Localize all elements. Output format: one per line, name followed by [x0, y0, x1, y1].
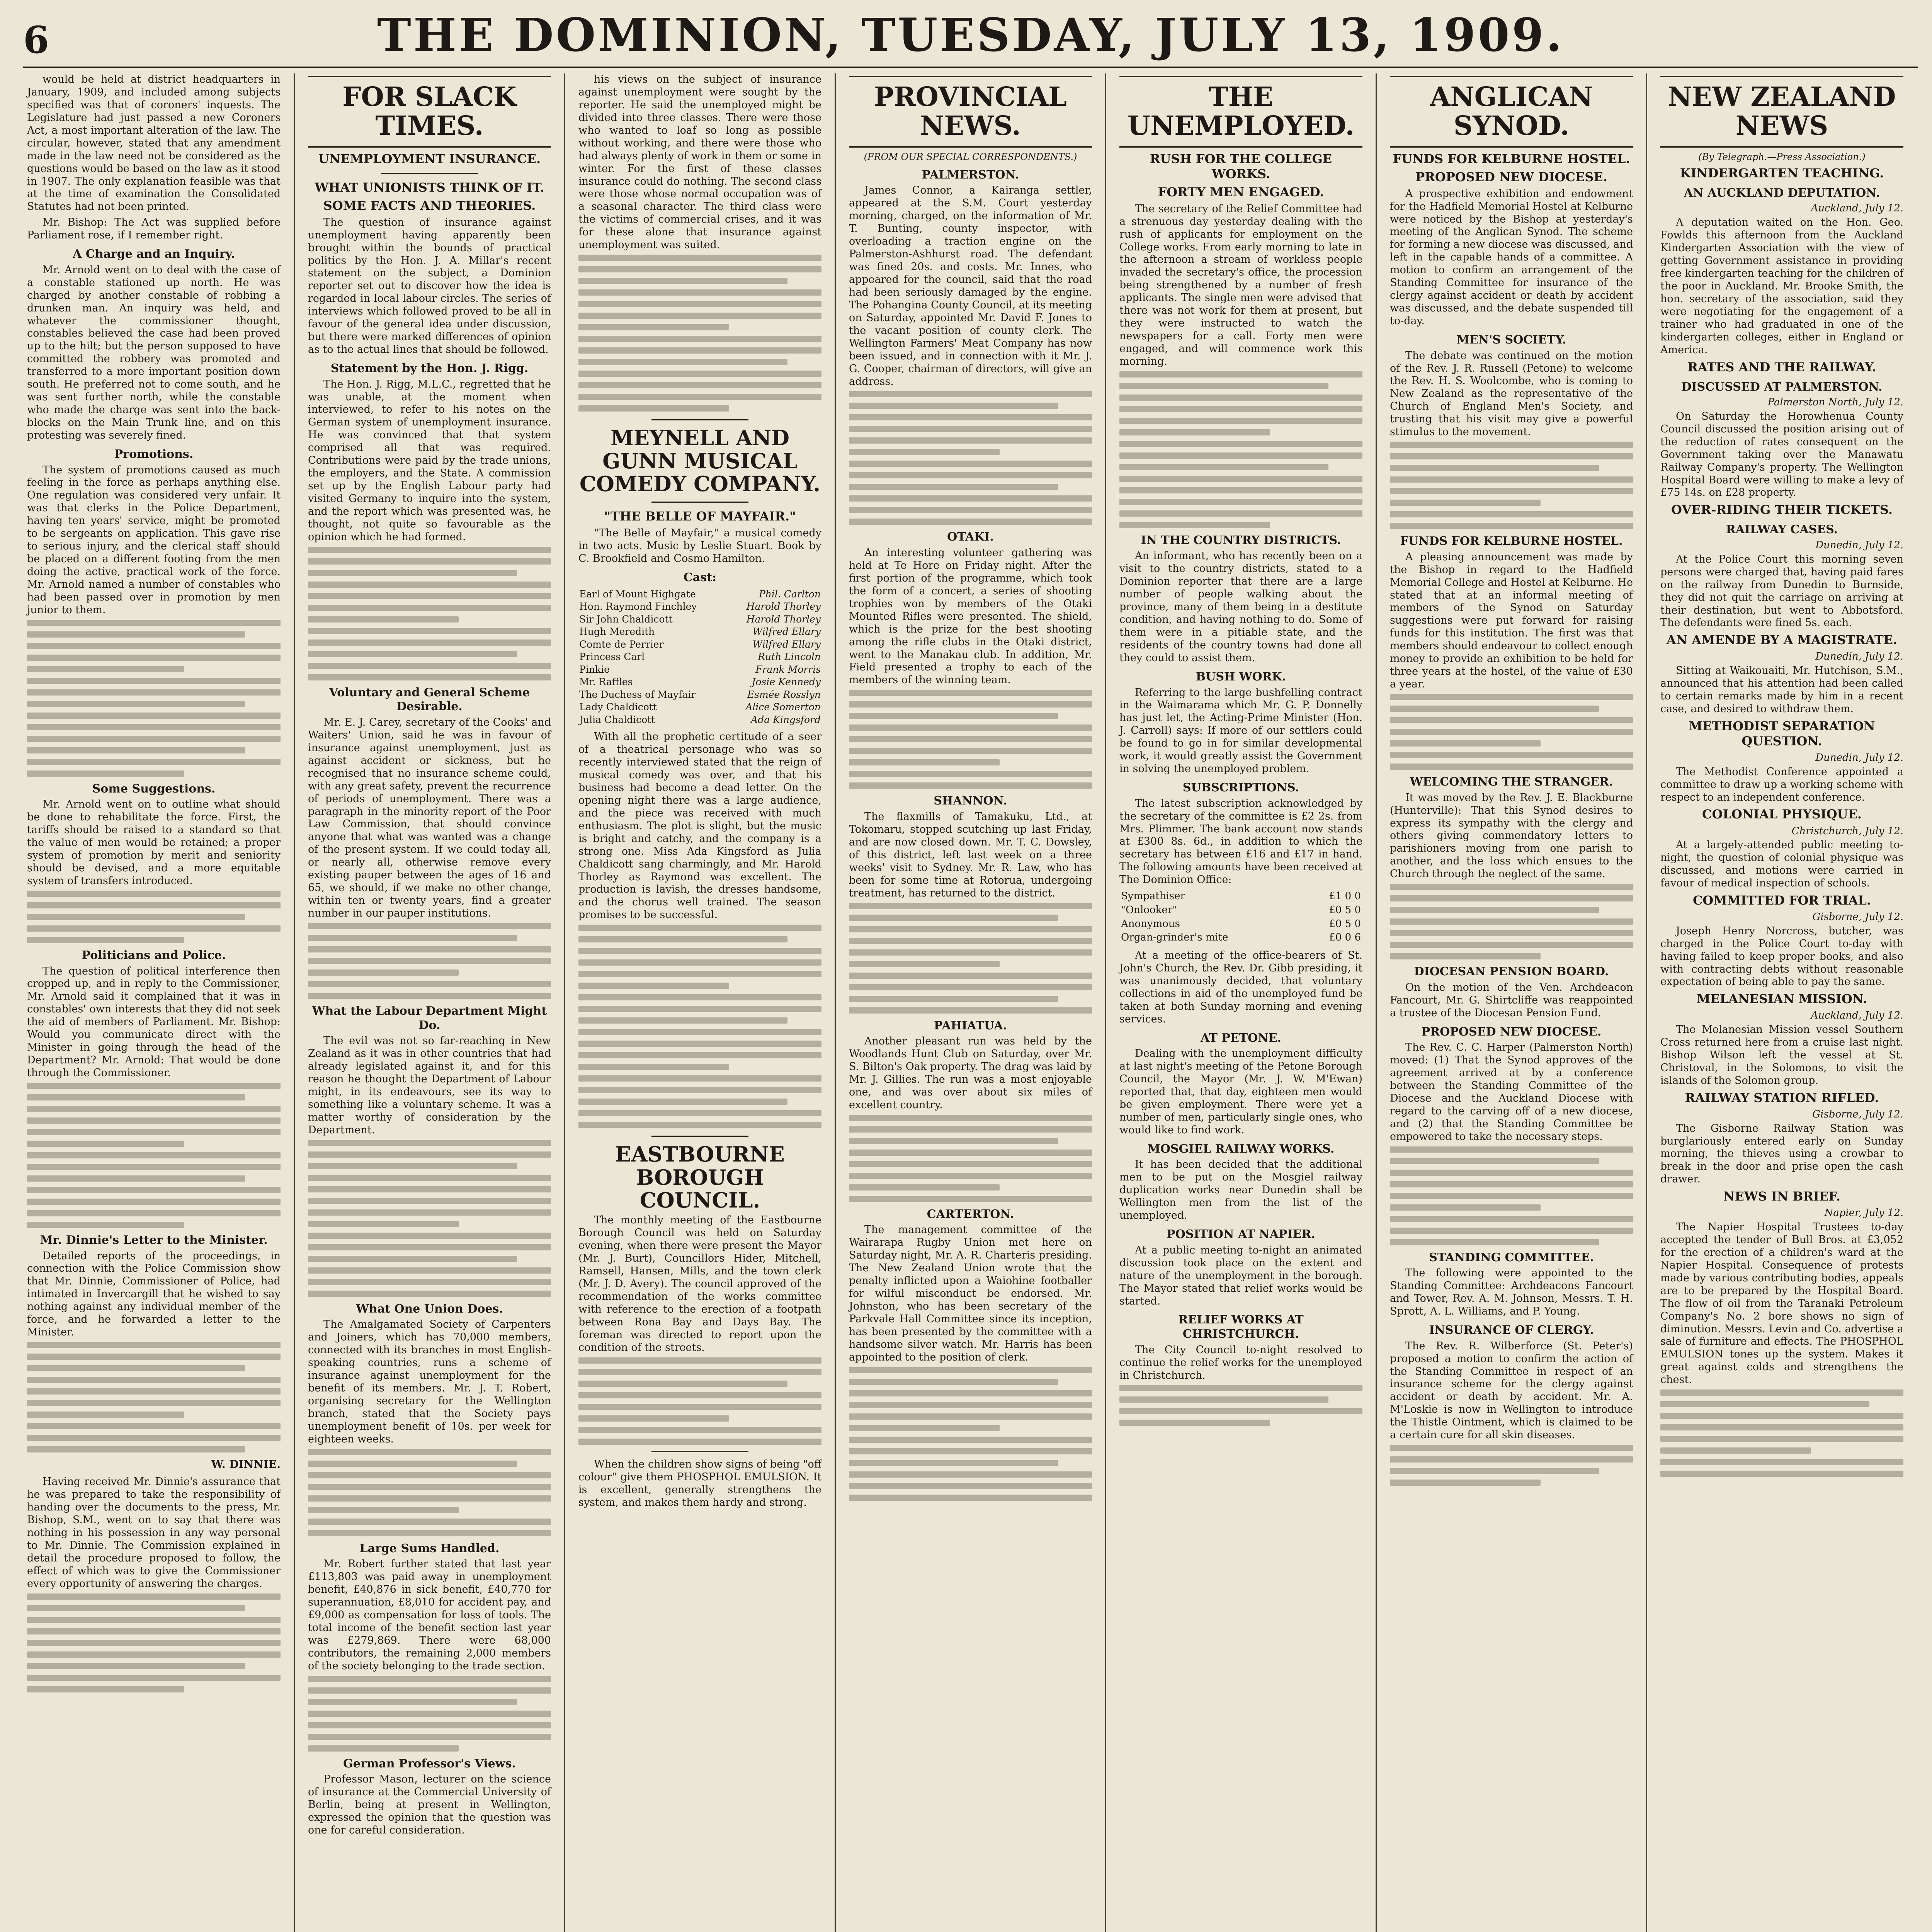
section-heading: DISCUSSED AT PALMERSTON.: [1681, 380, 1883, 394]
article-text: The system of promotions caused as much feeling in the force as perhaps anything else. One regulation was considered very unfair. It was that clerks in the Police Department, having ten years' service, might be promoted to be sergeants on application. This gave rise to serious injury, and the clerical staff should be placed on a different footing from the men doing the active, practical work of the force. Mr. Arnold named a number of constables who had been passed over in promotion by men junior to them.: [27, 464, 281, 616]
article-text: The question of political interference then cropped up, and in reply to the Commissioner, Mr. Arnold said it complained that it was in constables' own interests that they did not seek the aid of members of Parliament. Mr. Bishop: Would you communicate direct with the Minister in going through the head of the Department? Mr. Arnold: That would be done through the Commissioner.: [27, 965, 281, 1079]
illegible-text: [308, 547, 551, 680]
section-heading: Promotions.: [114, 447, 194, 461]
illegible-text: [27, 620, 281, 777]
illegible-text: [27, 891, 281, 943]
illegible-text: [308, 1140, 551, 1297]
article-text: The Rev. C. C. Harper (Palmerston North) moved: (1) That the Synod approves of the agreement arrived at by a conference between the Standing Committee of the Diocese and the Auckland Diocese with regard to the carving off of a new diocese, and (2) that the Standing Committee be empowered to take the necessary steps.: [1390, 1041, 1633, 1143]
cast-role: Comte de Perrier: [579, 638, 664, 650]
article-text: Sitting at Waikouaiti, Mr. Hutchison, S.M., announced that his attention had been called to certain remarks made by him in a recent case, and desired to withdraw them.: [1660, 665, 1903, 715]
article-text: Detailed reports of the proceedings, in connection with the Police Commission show that Mr. Dinnie, Commissioner of Police, had intimated in Invercargill that he wished to say nothing against any individual member of the force, and he forwarded a letter to the Minister.: [27, 1250, 281, 1338]
page-number: 6: [23, 18, 49, 62]
section-heading: OVER-RIDING THEIR TICKETS.: [1671, 502, 1893, 517]
article-text: A deputation waited on the Hon. Geo. Fowlds this afternoon from the Auckland Kindergarten Association with the view of getting Government assistance in providing free kindergarten teaching for the children of the poor in Auckland. Mr. Brooke Smith, the hon. secretary of the association, said they were negotiating for the engagement of a trainer who had graduated in one of the kindergarten colleges, either in England or America.: [1660, 216, 1903, 356]
section-heading: BUSH WORK.: [1196, 670, 1286, 684]
cast-actor: Frank Morris: [755, 663, 821, 675]
article-headline: FOR SLACK TIMES.: [308, 76, 551, 148]
article-subheading: RUSH FOR THE COLLEGE WORKS.: [1150, 151, 1332, 181]
section-heading: Statement by the Hon. J. Rigg.: [330, 362, 529, 375]
article-text: On the motion of the Ven. Archdeacon Fancourt, Mr. G. Shirtcliffe was reappointed a trustee of the Diocesan Pension Fund.: [1390, 981, 1633, 1019]
cast-role: Earl of Mount Highgate: [579, 588, 696, 600]
section-heading: DIOCESAN PENSION BOARD.: [1414, 965, 1609, 979]
article-text: The flaxmills of Tamakuku, Ltd., at Tokomaru, stopped scutching up last Friday, and are now closed down. Mr. T. C. Dowsley, of this district, left last week on a three weeks' visit to Sydney. Mr. R. Law, who has been for some time at Rotorua, undergoing treatment, has returned to the district.: [849, 810, 1092, 899]
article-text: Dealing with the unemployment difficulty at last night's meeting of the Petone Borough Council, the Mayor (Mr. J. W. M'Ewan) reported that, that day, eighteen men would be given employment. There were yet a number of men, particularly single ones, who would like to find work.: [1119, 1048, 1362, 1136]
article-text: With all the prophetic certitude of a seer of a theatrical personage who was so recently interviewed stated that the reign of musical comedy was over, and that his business had become a dead letter. On the opening night there was a large audience, and the piece was received with much enthusiasm. The plot is slight, but the music is bright and catchy, and the company is a strong one. Miss Ada Kingsford as Julia Chaldicott sang charmingly, and Mr. Harold Thorley as Raymond was excellent. The production is lavish, the dresses handsome, and the chorus well trained. The season promises to be successful.: [578, 731, 821, 921]
cast-role: Sir John Chaldicott: [579, 613, 673, 625]
illegible-text: [1119, 1385, 1362, 1426]
section-heading: A Charge and an Inquiry.: [73, 247, 235, 261]
subscriber-name: Organ-grinder's mite: [1121, 932, 1228, 944]
article-text: The City Council to-night resolved to continue the relief works for the unemployed in Christchurch.: [1119, 1344, 1362, 1381]
article-text: James Connor, a Kairanga settler, appeared at the S.M. Court yesterday morning, charged, on the information of Mr. T. Bunting, county inspector, with overloading a traction engine on the Palmerston-Ashhurst road. The defendant was fined 20s. and costs. Mr. Innes, who appeared for the council, said that the road had been seriously damaged by the engine. The Pohangina County Council, at its meeting on Saturday, appointed Mr. David F. Jones to the vacant position of county clerk. The Wellington Farmers' Meat Company has now been issued, and in connection with it Mr. J. G. Cooper, chairman of directors, will give an address.: [849, 184, 1092, 388]
column-6: [1376, 73, 1646, 1932]
illegible-text: [578, 255, 821, 412]
subscriber-name: "Onlooker": [1121, 904, 1177, 916]
cast-row: [578, 588, 821, 601]
show-title: "THE BELLE OF MAYFAIR.": [604, 509, 796, 524]
column-5: [1105, 73, 1376, 1932]
section-heading: RELIEF WORKS AT CHRISTCHURCH.: [1178, 1313, 1304, 1341]
illegible-text: [849, 903, 1092, 1014]
cast-actor: Wilfred Ellary: [752, 638, 821, 650]
illegible-text: [308, 923, 551, 999]
article-text: The secretary of the Relief Committee had a strenuous day yesterday dealing with the rush of applicants for employment on the College works. From early morning to late in the afternoon a stream of workless people invaded the secretary's office, the procession being strengthened by a number of fresh applicants. The single men were advised that there was not work for them at present, but they were instructed to watch the newspapers for a call. Forty men were engaged, and will commence work this morning.: [1119, 202, 1362, 367]
article-text: Mr. Bishop: The Act was supplied before Parliament rose, if I remember right.: [27, 216, 281, 242]
article-text: On Saturday the Horowhenua County Council discussed the position arising out of the reduction of rates consequent on the Government taking over the Manawatu Railway Company's property. The Wellington Hospital Board were willing to make a levy of £75 14s. on £28 property.: [1660, 410, 1903, 499]
article-text: Mr. Robert further stated that last year £113,803 was paid away in unemployment benefit, £40,876 in sick benefit, £40,770 for superannuation, £8,010 for accident pay, and £9,000 as compensation for loss of tools. The total income of the benefit section last year was £279,869. There were 68,000 contributors, the remaining 2,000 members of the society belonging to the trade section.: [308, 1558, 551, 1672]
illegible-text: [849, 690, 1092, 789]
article-text: The management committee of the Wairarapa Rugby Union met here on Saturday night, Mr. A. R. Charteris presiding. The New Zealand Union wrote that the penalty inflicted upon a Waiohine footballer for wilful misconduct be endorsed. Mr. Johnston, who has been secretary of the Parkvale Hall Committee since its inception, has been presented by the committee with a handsome silver watch. Mr. Harris has been appointed to the position of clerk.: [849, 1224, 1092, 1363]
section-heading: IN THE COUNTRY DISTRICTS.: [1141, 533, 1341, 547]
town-heading: OTAKI.: [947, 530, 994, 544]
divider: [381, 173, 478, 174]
article-text: The Methodist Conference appointed a committee to draw up a working scheme with respect to an independent conference.: [1660, 765, 1903, 803]
illegible-text: [849, 1367, 1092, 1501]
article-subheading: (By Telegraph.—Press Association.): [1698, 151, 1866, 162]
subscription-row: [1119, 889, 1362, 903]
section-heading: METHODIST SEPARATION QUESTION.: [1689, 718, 1875, 748]
police-commission-article: [27, 73, 281, 1692]
column-4: [835, 73, 1105, 1932]
article-subheading: FUNDS FOR KELBURNE HOSTEL.: [1393, 151, 1630, 166]
illegible-text: [308, 1676, 551, 1752]
provincial-news: [849, 76, 1092, 1501]
cast-actor: Harold Thorley: [746, 613, 821, 625]
town-heading: PALMERSTON.: [922, 168, 1019, 182]
article-text: The question of insurance against unemployment having apparently been brought within the bounds of practical politics by the Hon. J. A. Millar's recent statement on the subject, a Dominion reporter set out to discover how the idea is regarded in local labour circles. The series of interviews which followed proved to be all in favour of the general idea under discussion, but there were marked differences of opinion as to the actual lines that should be followed.: [308, 216, 551, 356]
illegible-text: [1390, 1445, 1633, 1486]
illegible-text: [1660, 1389, 1903, 1477]
section-heading: RAILWAY STATION RIFLED.: [1685, 1090, 1879, 1105]
newspaper-title: THE DOMINION, TUESDAY, JULY 13, 1909.: [377, 8, 1564, 62]
cast-role: Hugh Meredith: [579, 626, 655, 638]
section-heading: AN AMENDE BY A MAGISTRATE.: [1666, 633, 1898, 648]
article-text: At the Police Court this morning seven persons were charged that, having paid fares on the railway from Dunedin to Burnside, they did not quit the carriage on arriving at their destination, but went to Abbotsford. The defendants were fined 5s. each.: [1660, 553, 1903, 629]
column-1: [23, 73, 294, 1932]
cast-actor: Esmée Rosslyn: [747, 689, 821, 700]
article-text: The latest subscription acknowledged by the secretary of the committee is £2 2s. from Mrs. Plimmer. The bank account now stands at £300 8s. 6d., in addition to which the secretary has between £16 and £17 in hand. The following amounts have been received at The Dominion Office:: [1119, 797, 1362, 886]
cast-row: [578, 638, 821, 651]
illegible-text: [308, 1449, 551, 1536]
new-zealand-news: [1660, 76, 1903, 1477]
masthead: [23, 8, 1918, 68]
column-2: [294, 73, 564, 1932]
illegible-text: [27, 1594, 281, 1692]
cast-actor: Phil. Carlton: [759, 588, 821, 600]
advertisement-text: When the children show signs of being "off colour" give them PHOSPHOL EMULSION. It is excellent, generally strengthens the system, and makes them hardy and strong.: [578, 1458, 821, 1509]
article-subheading: UNEMPLOYMENT INSURANCE.: [318, 151, 541, 166]
divider: [651, 419, 749, 420]
subscriptions-table: [1119, 889, 1362, 945]
town-heading: SHANNON.: [934, 794, 1007, 808]
dateline: Dunedin, July 12.: [1815, 752, 1903, 764]
section-heading: MOSGIEL RAILWAY WORKS.: [1147, 1142, 1335, 1156]
section-heading: PROPOSED NEW DIOCESE.: [1421, 1025, 1602, 1039]
illegible-text: [849, 391, 1092, 525]
article-subheading: PROPOSED NEW DIOCESE.: [1415, 169, 1607, 184]
article-headline: NEW ZEALAND NEWS: [1660, 76, 1903, 148]
section-heading: COMMITTED FOR TRIAL.: [1692, 893, 1871, 908]
cast-role: Mr. Raffles: [579, 676, 633, 688]
musical-comedy-article: [578, 427, 821, 1128]
article-text: A pleasing announcement was made by the Bishop in regard to the Hadfield Memorial College and Hostel at Kelburne. He stated that at an informal meeting of members of the Synod on Saturday suggestions were put forward for raising funds for this institution. The first was that members should endeavour to collect enough money to provide an exhibition to be held for three years at the hostel, of the value of £30 a year.: [1390, 551, 1633, 690]
cast-role: Julia Chaldicott: [579, 714, 655, 725]
cast-row: [578, 600, 821, 613]
article-subheading: SOME FACTS AND THEORIES.: [323, 198, 536, 213]
subscription-amount: £0 0 6: [1329, 932, 1361, 944]
cast-row: [578, 676, 821, 689]
cast-role: Lady Chaldicott: [579, 701, 657, 713]
illegible-text: [578, 1357, 821, 1445]
article-text: An interesting volunteer gathering was held at Te Hore on Friday night. After the first portion of the programme, which took the form of a concert, a series of shooting trophies won by members of the Otaki Mounted Rifles were presented. The shield, which is the prize for the best shooting among the rifle clubs in the Otaki district, went to the Manakau club. In addition, Mr. Field presented a trophy to each of the members of the winning team.: [849, 547, 1092, 686]
article-headline: THE UNEMPLOYED.: [1119, 76, 1362, 148]
article-headline: EASTBOURNE BOROUGH COUNCIL.: [615, 1142, 785, 1213]
cast-row: [578, 663, 821, 676]
subscription-row: [1119, 903, 1362, 917]
illegible-text: [849, 1115, 1092, 1202]
section-heading: What the Labour Department Might Do.: [312, 1004, 547, 1032]
article-text: his views on the subject of insurance against unemployment were sought by the reporter. He said the unemployed might be divided into three classes. There were those who wanted to loaf so long as possible without working, and there were those who had always plenty of work in them or some in winter. For the first of these classes insurance could do nothing. The second class were those whose normal occupation was of a seasonal character. The third class were the victims of commercial crises, and it was for these alone that insurance against unemployment was suited.: [578, 73, 821, 251]
section-heading: KINDERGARTEN TEACHING.: [1680, 165, 1884, 180]
divider: [651, 1136, 749, 1137]
article-text: At a meeting of the office-bearers of St. John's Church, the Rev. Dr. Gibb presiding, it was unanimously decided, that voluntary collections in aid of the unemployed fund be taken at both Sunday morning and evening services.: [1119, 949, 1362, 1025]
section-heading: Some Suggestions.: [92, 782, 216, 796]
cast-actor: Ruth Lincoln: [758, 651, 821, 663]
article-text: Professor Mason, lecturer on the science of insurance at the Commercial University of Berlin, being at present in Wellington, expressed the opinion that the question was one for careful consideration.: [308, 1773, 551, 1836]
article-text: Referring to the large bushfelling contract in the Waimarama which Mr. G. P. Donnelly has just let, the Acting-Prime Minister (Hon. J. Carroll) says: If more of our settlers could be found to go in for similar developmental work, it would greatly assist the Government in solving the unemployed problem.: [1119, 686, 1362, 775]
article-subheading: WHAT UNIONISTS THINK OF IT.: [315, 180, 544, 195]
cast-role: Pinkie: [579, 663, 610, 675]
unemployment-continued: [578, 73, 821, 412]
dateline: Palmerston North, July 12.: [1767, 396, 1903, 408]
article-subheading: FORTY MEN ENGAGED.: [1158, 184, 1324, 199]
article-text: Mr. E. J. Carey, secretary of the Cooks' and Waiters' Union, said he was in favour of insurance against unemployment, just as against accident or sickness, but he recognised that no insurance scheme could, with any great safety, prevent the recurrence of periods of unemployment. There was a paragraph in the minority report of the Poor Law Commission, that should convince anyone that what was wanted was a change of the present system. If we could today all, or nearly all, otherwise remove every existing pauper between the ages of 16 and 65, we should, if we make no other change, within ten or twenty years, find a greater number in our pauper institutions.: [308, 716, 551, 920]
cast-actor: Harold Thorley: [746, 601, 821, 612]
dateline: Dunedin, July 12.: [1815, 539, 1903, 551]
cast-actor: Alice Somerton: [745, 701, 821, 713]
cast-row: [578, 626, 821, 638]
article-text: At a public meeting to-night an animated discussion took place on the extent and nature of the unemployment in the borough. The Mayor stated that relief works would be started.: [1119, 1244, 1362, 1307]
subscription-row: [1119, 917, 1362, 931]
section-heading: FUNDS FOR KELBURNE HOSTEL.: [1400, 534, 1623, 548]
illegible-text: [1119, 371, 1362, 528]
article-text: The evil was not so far-reaching in New Zealand as it was in other countries that had already legislated against it, and for this reason he thought the Department of Labour might, in its endeavours, see its way to something like a voluntary scheme. It was a matter worthy of consideration by the Department.: [308, 1035, 551, 1136]
article-text: The Amalgamated Society of Carpenters and Joiners, which has 70,000 members, connected with its branches in most English-speaking countries, runs a scheme of insurance against unemployment for the benefit of its members. Mr. J. T. Robert, organising secretary for the Wellington branch, stated that the Society pays unemployment benefit of 10s. per week for eighteen weeks.: [308, 1318, 551, 1445]
illegible-text: [578, 925, 821, 1128]
article-headline: PROVINCIAL NEWS.: [849, 76, 1092, 148]
article-headline: ANGLICAN SYNOD.: [1390, 76, 1633, 148]
anglican-synod-article: [1390, 76, 1633, 1486]
cast-list: [578, 588, 821, 726]
slack-times-article: [308, 76, 551, 1837]
cast-row: [578, 714, 821, 726]
cast-actor: Josie Kennedy: [752, 676, 821, 688]
article-subheading: (FROM OUR SPECIAL CORRESPONDENTS.): [864, 151, 1077, 162]
article-text: It was moved by the Rev. J. E. Blackburne (Hunterville): That this Synod desires to express its sympathy with the clergy and others giving commendatory letters to parishioners moving from one parish to another, and the loss which ensues to the Church through the neglect of the same.: [1390, 791, 1633, 880]
cast-actor: Ada Kingsford: [751, 714, 821, 725]
illegible-text: [27, 1083, 281, 1228]
subscription-row: [1119, 931, 1362, 945]
dateline: Auckland, July 12.: [1811, 202, 1903, 214]
section-heading: AT PETONE.: [1200, 1031, 1282, 1045]
article-text: At a largely-attended public meeting to-night, the question of colonial physique was discussed, and motions were carried in favour of medical inspection of schools.: [1660, 839, 1903, 889]
article-text: Another pleasant run was held by the Woodlands Hunt Club on Saturday, over Mr. S. Bilton's Oak property. The drag was laid by Mr. J. Gillies. The run was a most enjoyable one, and was over about six miles of excellent country.: [849, 1035, 1092, 1111]
subscriber-name: Anonymous: [1121, 918, 1180, 930]
town-heading: CARTERTON.: [927, 1207, 1014, 1221]
section-heading: MELANESIAN MISSION.: [1696, 992, 1867, 1007]
column-3: [564, 73, 835, 1932]
subscription-amount: £0 5 0: [1329, 904, 1361, 916]
article-text: The Gisborne Railway Station was burglariously entered early on Sunday morning, the thieves using a crowbar to break in the door and prise open the cash drawer.: [1660, 1122, 1903, 1185]
section-heading: RAILWAY CASES.: [1726, 523, 1838, 537]
article-text: Having received Mr. Dinnie's assurance that he was prepared to take the responsibility of handing over the documents to the press, Mr. Bishop, S.M., went on to say that there was nothing in his possession in any way personal to Mr. Dinnie. The Commission explained in detail the procedure proposed to follow, the effect of which was to give the Commissioner every opportunity of answering the charges.: [27, 1476, 281, 1590]
divider: [651, 502, 749, 503]
dateline: Napier, July 12.: [1824, 1207, 1903, 1219]
article-text: "The Belle of Mayfair," a musical comedy in two acts. Music by Leslie Stuart. Book by C. Brookfield and Cosmo Hamilton.: [578, 527, 821, 565]
article-text: Mr. Arnold went on to outline what should be done to rehabilitate the force. First, the tariffs should be raised to a standard so that the value of men would be retained; a proper system of promotion by merit and seniority should be devised, and a more equitable system of transfers introduced.: [27, 798, 281, 887]
illegible-text: [1390, 442, 1633, 529]
cast-row: [578, 701, 821, 714]
dateline: Christchurch, July 12.: [1791, 825, 1903, 837]
article-text: The debate was continued on the motion of the Rev. J. R. Russell (Petone) to welcome the Rev. H. S. Woolcombe, who is coming to New Zealand as the representative of the Church of England Men's Society, and trusting that his visit may give a powerful stimulus to the movement.: [1390, 349, 1633, 438]
section-heading: POSITION AT NAPIER.: [1167, 1228, 1315, 1242]
subscription-amount: £1 0 0: [1329, 890, 1361, 902]
section-heading: RATES AND THE RAILWAY.: [1687, 359, 1876, 374]
cast-role: Hon. Raymond Finchley: [579, 601, 697, 612]
divider: [651, 1451, 749, 1452]
section-heading: German Professor's Views.: [343, 1757, 516, 1770]
illegible-text: [27, 1342, 281, 1452]
town-heading: PAHIATUA.: [934, 1019, 1007, 1032]
cast-actor: Wilfred Ellary: [752, 626, 821, 638]
dateline: Gisborne, July 12.: [1812, 1108, 1903, 1120]
unemployed-article: [1119, 76, 1362, 1426]
cast-row: [578, 689, 821, 701]
section-heading: Voluntary and General Scheme Desirable.: [329, 685, 530, 714]
article-text: The Melanesian Mission vessel Southern Cross returned here from a cruise last night. Bishop Wilson left the vessel at St. Christoval, in the Solomons, to visit the islands of the Solomon group.: [1660, 1024, 1903, 1087]
subscription-amount: £0 5 0: [1329, 918, 1361, 930]
illegible-text: [1390, 884, 1633, 959]
article-text: The Rev. R. Wilberforce (St. Peter's) proposed a motion to confirm the action of the Standing Committee in respect of an insurance scheme for the clergy against accident or death by accident. Mr. A. M'Loskie is now in Wellington to introduce the Thistle Ointment, which is claimed to be a certain cure for all skin diseases.: [1390, 1340, 1633, 1441]
section-heading: Politicians and Police.: [82, 948, 226, 962]
columns: [23, 73, 1917, 1932]
section-heading: STANDING COMMITTEE.: [1429, 1250, 1594, 1264]
section-heading: SUBSCRIPTIONS.: [1182, 781, 1299, 795]
subscriber-name: Sympathiser: [1121, 890, 1185, 902]
cast-row: [578, 613, 821, 626]
article-text: would be held at district headquarters in January, 1909, and included among subjects specified was that of coroners' inquests. The Legislature had just passed a new Coroners Act, a most important alteration of the law. The circular, however, stated that any amendment made in the law need not be considered as the questions would be based on the law as it stood in 1907. The only explanation feasible was that at the time of examination the Consolidated Statutes had not been printed.: [27, 73, 281, 213]
section-heading: NEWS IN BRIEF.: [1723, 1189, 1840, 1204]
section-heading: Mr. Dinnie's Letter to the Minister.: [40, 1233, 268, 1247]
article-text: An informant, who has recently been on a visit to the country districts, stated to a Dominion reporter that there are a large number of people walking about the province, many of them being in a destitute condition, and having nothing to do. Some of them were in a pitiable state, and the residents of the country towns had done all they could to assist them.: [1119, 550, 1362, 664]
section-heading: MEN'S SOCIETY.: [1456, 333, 1566, 347]
section-heading: COLONIAL PHYSIQUE.: [1702, 807, 1862, 822]
section-heading: AN AUCKLAND DEPUTATION.: [1684, 186, 1880, 200]
cast-row: [578, 651, 821, 663]
article-text: It has been decided that the additional men to be put on the Mosgiel railway duplication works near Dunedin shall be Wellington men from the list of the unemployed.: [1119, 1158, 1362, 1222]
article-headline: MEYNELL AND GUNN MUSICAL COMEDY COMPANY.: [579, 425, 821, 496]
section-heading: Large Sums Handled.: [359, 1541, 500, 1555]
section-heading: INSURANCE OF CLERGY.: [1429, 1323, 1594, 1337]
dateline: Auckland, July 12.: [1811, 1010, 1903, 1022]
column-7: [1646, 73, 1917, 1932]
cast-role: Princess Carl: [579, 651, 645, 663]
article-text: Mr. Arnold went on to deal with the case of a constable stationed up north. He was charged by another constable of robbing a drunken man. An inquiry was held, and whatever the commissioner thought, constables believed the case had been proved up to the hilt; but the person supposed to have committed the robbery was promoted and transferred to a more important position down south. He preferred not to come south, and he was sent further north, while the constable who made the charge was sent into the back-blocks on the Main Trunk line, and on this protesting was severely fined.: [27, 264, 281, 441]
illegible-text: [1390, 1146, 1633, 1245]
dateline: Gisborne, July 12.: [1812, 911, 1903, 923]
section-heading: What One Union Does.: [356, 1302, 503, 1316]
article-text: The Napier Hospital Trustees to-day accepted the tender of Bull Bros. at £3,052 for the erection of a children's ward at the Napier Hospital. Consequence of protests made by various contributing bodies, appeals are to be prepared by the Hospital Board. The flow of oil from the Taranaki Petroleum Company's No. 2 bore shows no sign of diminution. Messrs. Levin and Co. advertise a sale of furniture and effects. The PHOSPHOL EMULSION tones up the system. Makes it great against colds and strengthens the chest.: [1660, 1221, 1903, 1386]
cast-role: The Duchess of Mayfair: [579, 689, 696, 700]
borough-council-article: [578, 1143, 821, 1509]
illegible-text: [1390, 694, 1633, 770]
article-text: Joseph Henry Norcross, butcher, was charged in the Police Court to-day with having failed to keep proper books, and also with contracting debts without reasonable expectation of being able to pay the same.: [1660, 925, 1903, 988]
article-text: The Hon. J. Rigg, M.L.C., regretted that he was unable, at the moment when interviewed, to refer to his notes on the German system of unemployment insurance. He was convinced that that system comprised all that was required. Contributions were paid by the trade unions, the employers, and the State. A commission set up by the English Labour party had visited Germany to inquire into the system, and the report which was presented was, he thought, not quite so favourable as the opinion which he had formed.: [308, 378, 551, 543]
article-text: The monthly meeting of the Eastbourne Borough Council was held on Saturday evening, when there were present the Mayor (Mr. J. Burt), Councillors Hider, Mitchell, Ramsell, Hansen, Mills, and the town clerk (Mr. J. D. Avery). The council approved of the recommendation of the works committee with reference to the erection of a footpath between Rona Bay and Days Bay. The foreman was directed to report upon the condition of the streets.: [578, 1214, 821, 1354]
dateline: Dunedin, July 12.: [1815, 651, 1903, 663]
signature: W. DINNIE.: [211, 1458, 281, 1471]
article-text: The following were appointed to the Standing Committee: Archdeacons Fancourt and Tower, Rev. A. M. Johnson, Messrs. T. H. Sprott, A. L. Williams, and P. Young.: [1390, 1267, 1633, 1318]
article-text: A prospective exhibition and endowment for the Hadfield Memorial Hostel at Kelburne were noticed by the Bishop at yesterday's meeting of the Anglican Synod. The scheme for forming a new diocese was discussed, and left in the capable hands of a committee. A motion to confirm an arrangement of the Standing Committee for insurance of the clergy against accident or death by accident was discussed, and the debate suspended till to-day.: [1390, 187, 1633, 327]
section-heading: Cast:: [683, 571, 717, 585]
section-heading: WELCOMING THE STRANGER.: [1410, 775, 1613, 789]
